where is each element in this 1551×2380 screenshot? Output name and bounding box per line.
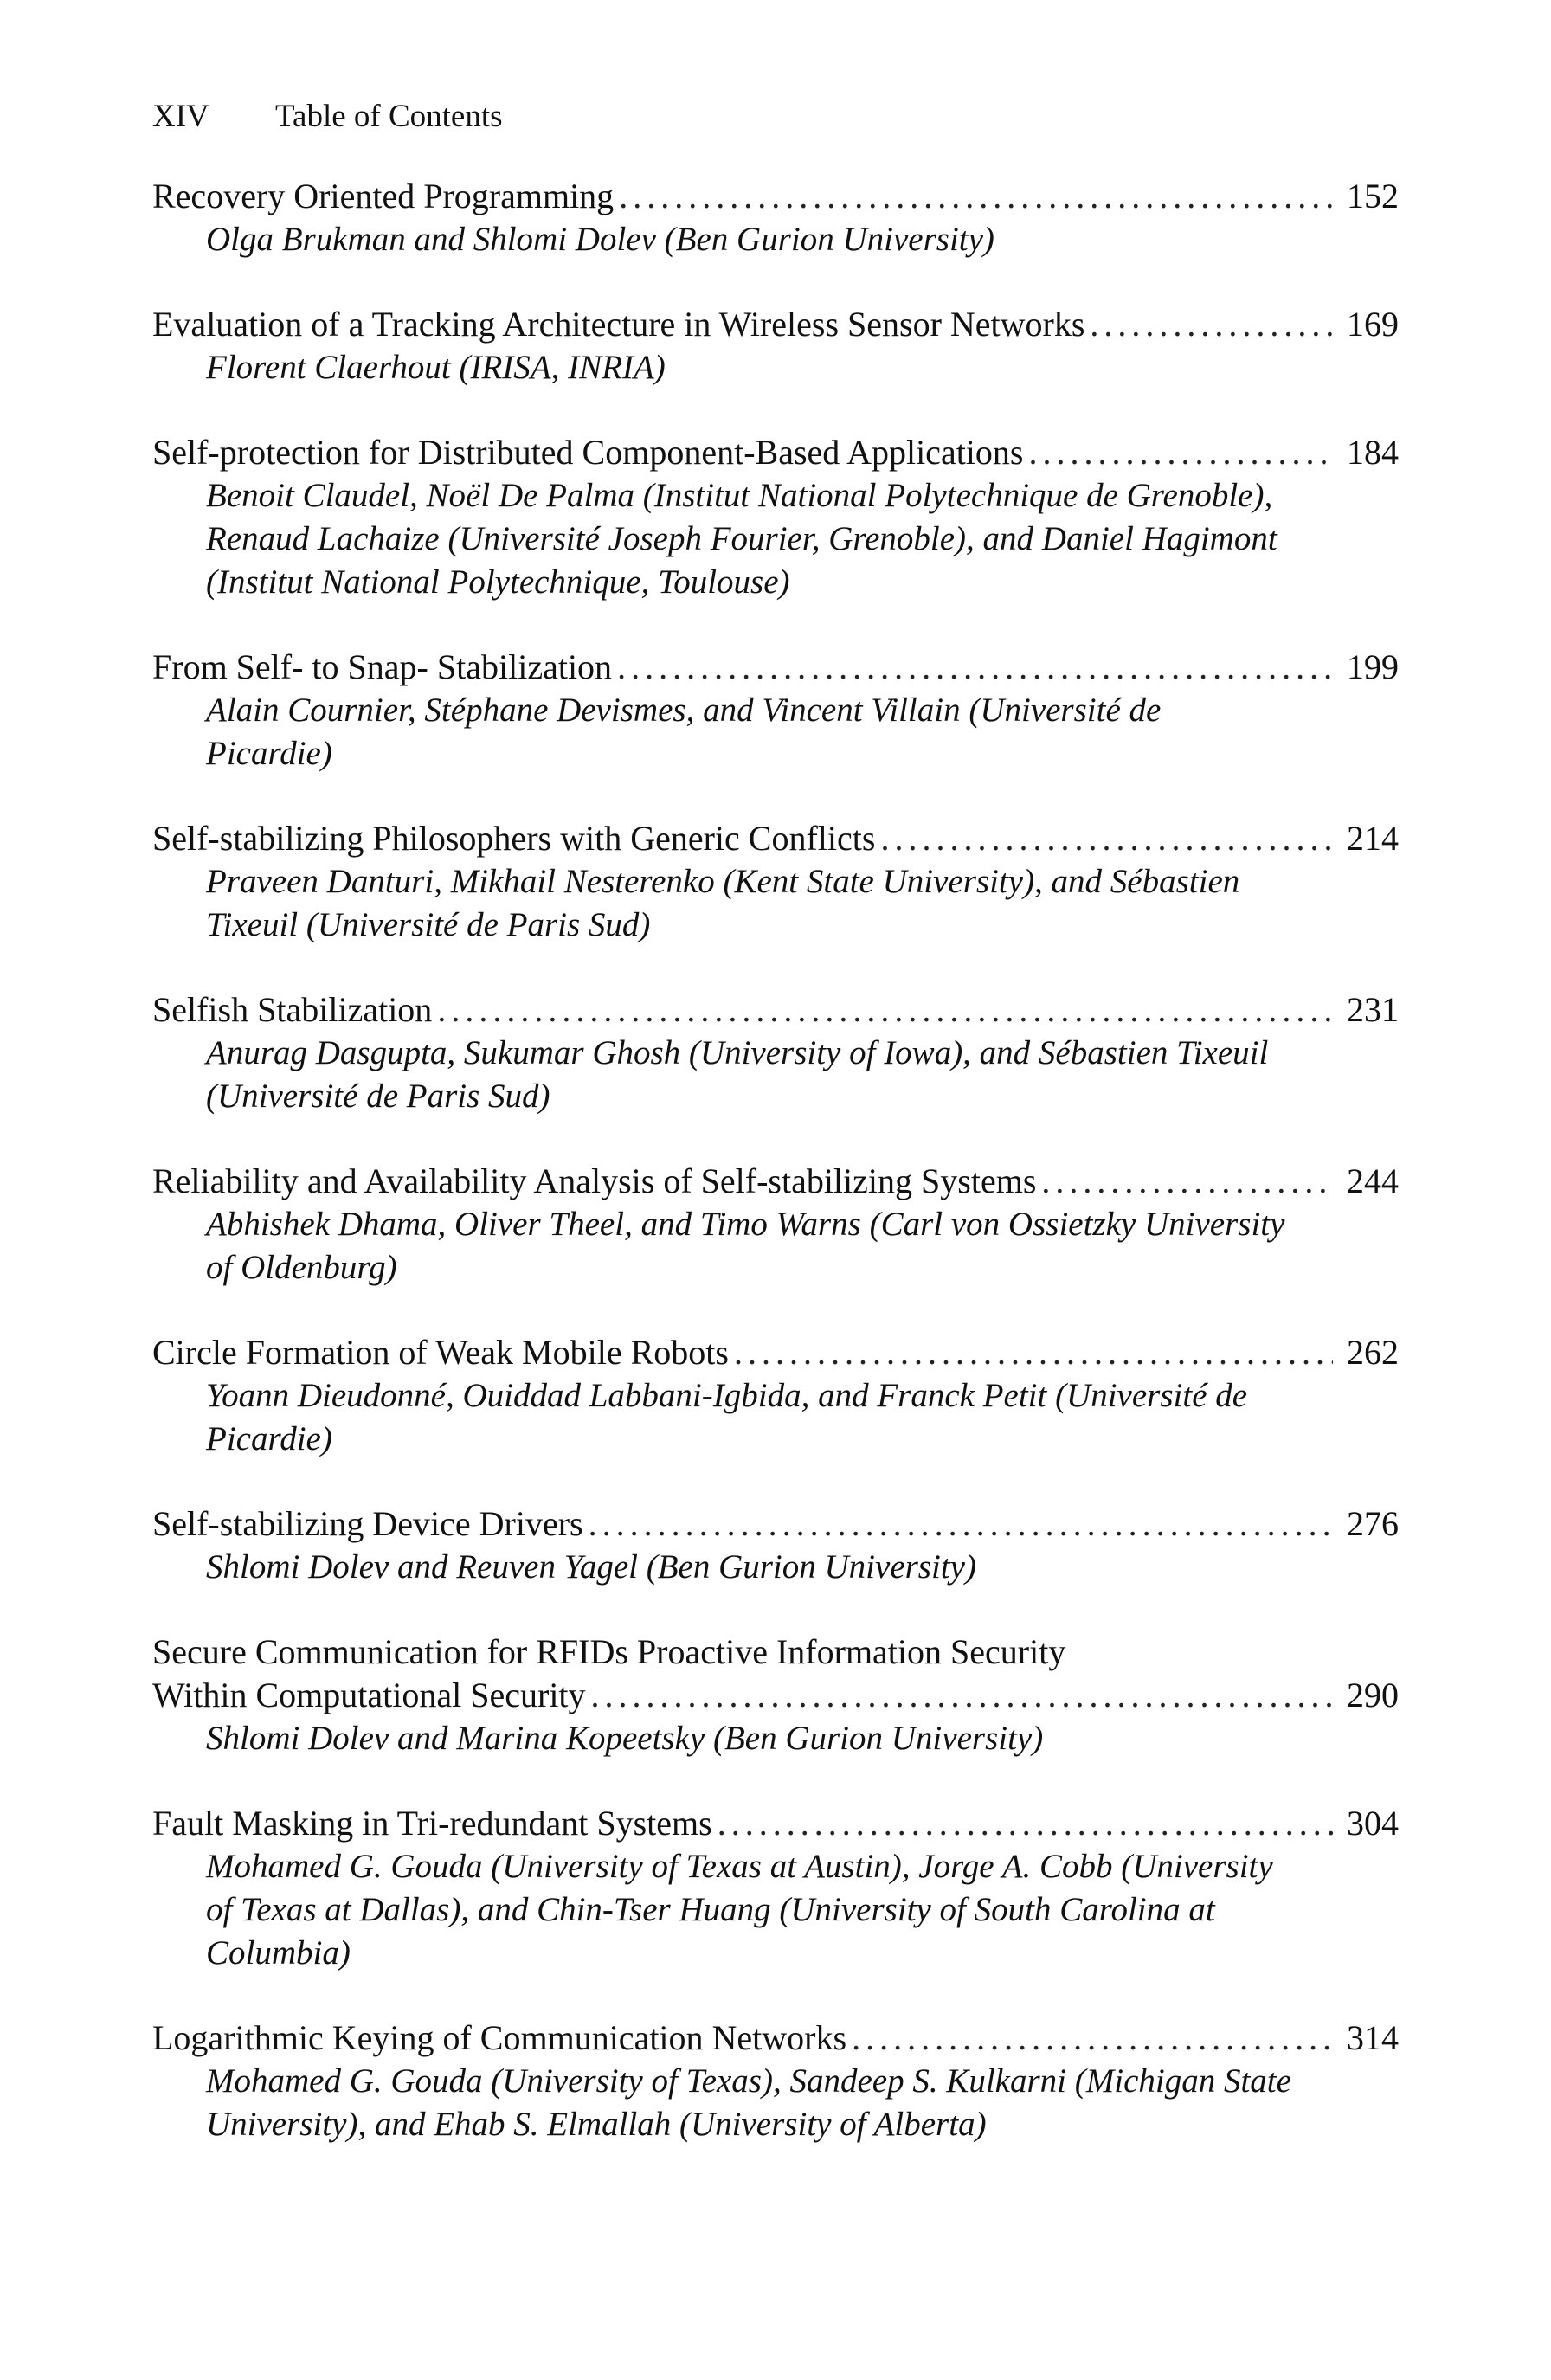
dot-leader (852, 2017, 1333, 2060)
toc-entry[interactable] (152, 1160, 1399, 1290)
entry-page-number: 314 (1347, 2018, 1399, 2057)
entry-authors: Abhishek Dhama, Oliver Theel, and Timo Warns (Carl von Ossietzky University of Oldenburg) (206, 1206, 1285, 1286)
dot-leader (1090, 303, 1333, 346)
entry-authors: Shlomi Dolev and Marina Kopeetsky (Ben Gurion University) (206, 1720, 1044, 1757)
entry-title: Self-stabilizing Device Drivers (152, 1504, 583, 1543)
entry-title: Selfish Stabilization (152, 990, 433, 1029)
dot-leader (437, 988, 1333, 1032)
toc-entry[interactable] (152, 988, 1399, 1118)
entry-page-number: 244 (1347, 1161, 1399, 1200)
entry-title: Within Computational Security (152, 1676, 586, 1714)
entry-page-number: 152 (1347, 177, 1399, 215)
entry-authors: Alain Cournier, Stéphane Devismes, and Vincent Villain (Université de Picardie) (206, 691, 1162, 772)
entry-title: Fault Masking in Tri-redundant Systems (152, 1804, 712, 1843)
entry-title: From Self- to Snap- Stabilization (152, 647, 613, 686)
dot-leader (619, 175, 1333, 218)
entry-authors: Mohamed G. Gouda (University of Texas at Austin), Jorge A. Cobb (University of Texas at Dallas), and Chin-Tser Huang (University of South Carolina at Columbia) (206, 1848, 1273, 1972)
entry-page-number: 290 (1347, 1676, 1399, 1714)
entry-page-number: 262 (1347, 1333, 1399, 1372)
entry-title: Logarithmic Keying of Communication Networks (152, 2018, 847, 2057)
dot-leader (718, 1802, 1333, 1845)
toc-entry[interactable] (152, 175, 1399, 261)
entry-authors: Praveen Danturi, Mikhail Nesterenko (Kent State University), and Sébastien Tixeuil (Université de Paris Sud) (206, 863, 1240, 943)
dot-leader (591, 1674, 1333, 1717)
toc-entry[interactable] (152, 817, 1399, 947)
entry-title: Evaluation of a Tracking Architecture in Wireless Sensor Networks (152, 305, 1085, 344)
entry-authors: Yoann Dieudonné, Ouiddad Labbani-Igbida, and Franck Petit (Université de Picardie) (206, 1377, 1248, 1457)
entry-page-number: 276 (1347, 1504, 1399, 1543)
entry-page-number: 169 (1347, 305, 1399, 344)
entry-page-number: 199 (1347, 647, 1399, 686)
dot-leader (1041, 1160, 1333, 1203)
entry-authors: Olga Brukman and Shlomi Dolev (Ben Gurion University) (206, 221, 994, 258)
toc-entry[interactable] (152, 303, 1399, 389)
running-head (152, 95, 1399, 138)
entry-authors: Anurag Dasgupta, Sukumar Ghosh (University of Iowa), and Sébastien Tixeuil (Université de Paris Sud) (206, 1034, 1269, 1115)
entry-page-number: 184 (1347, 433, 1399, 472)
entry-page-number: 231 (1347, 990, 1399, 1029)
toc-entry[interactable] (152, 431, 1399, 604)
entry-authors: Florent Claerhout (IRISA, INRIA) (206, 349, 666, 386)
entry-page-number: 214 (1347, 819, 1399, 858)
entry-title-first-line: Secure Communication for RFIDs Proactive Information Security (152, 1632, 1066, 1671)
entry-title: Self-protection for Distributed Component-Based Applications (152, 433, 1024, 472)
dot-leader (589, 1502, 1333, 1546)
dot-leader (734, 1331, 1333, 1374)
dot-leader (880, 817, 1333, 860)
toc-entry[interactable] (152, 1631, 1399, 1760)
entry-authors: Benoit Claudel, Noël De Palma (Institut National Polytechnique de Grenoble), Renaud Lachaize (Université Joseph Fourier, Grenoble), and Daniel Hagimont (Institut National Polytechnique, Toulouse) (206, 477, 1277, 601)
entry-page-number: 304 (1347, 1804, 1399, 1843)
toc-entry[interactable] (152, 1331, 1399, 1461)
entry-authors: Mohamed G. Gouda (University of Texas), Sandeep S. Kulkarni (Michigan State University), and Ehab S. Elmallah (University of Alberta) (206, 2062, 1291, 2143)
toc-page (152, 95, 1399, 2188)
entry-authors: Shlomi Dolev and Reuven Yagel (Ben Gurion University) (206, 1548, 976, 1586)
toc-entry[interactable] (152, 2017, 1399, 2146)
entry-title: Self-stabilizing Philosophers with Generic Conflicts (152, 819, 876, 858)
toc-entry[interactable] (152, 1502, 1399, 1589)
running-title: Table of Contents (275, 99, 503, 134)
entry-title: Circle Formation of Weak Mobile Robots (152, 1333, 729, 1372)
toc-entry[interactable] (152, 1802, 1399, 1975)
page-folio: XIV (152, 99, 209, 134)
dot-leader (617, 646, 1333, 689)
toc-entry[interactable] (152, 646, 1399, 775)
entry-title: Reliability and Availability Analysis of Self-stabilizing Systems (152, 1161, 1037, 1200)
dot-leader (1028, 431, 1333, 474)
entry-title: Recovery Oriented Programming (152, 177, 615, 215)
